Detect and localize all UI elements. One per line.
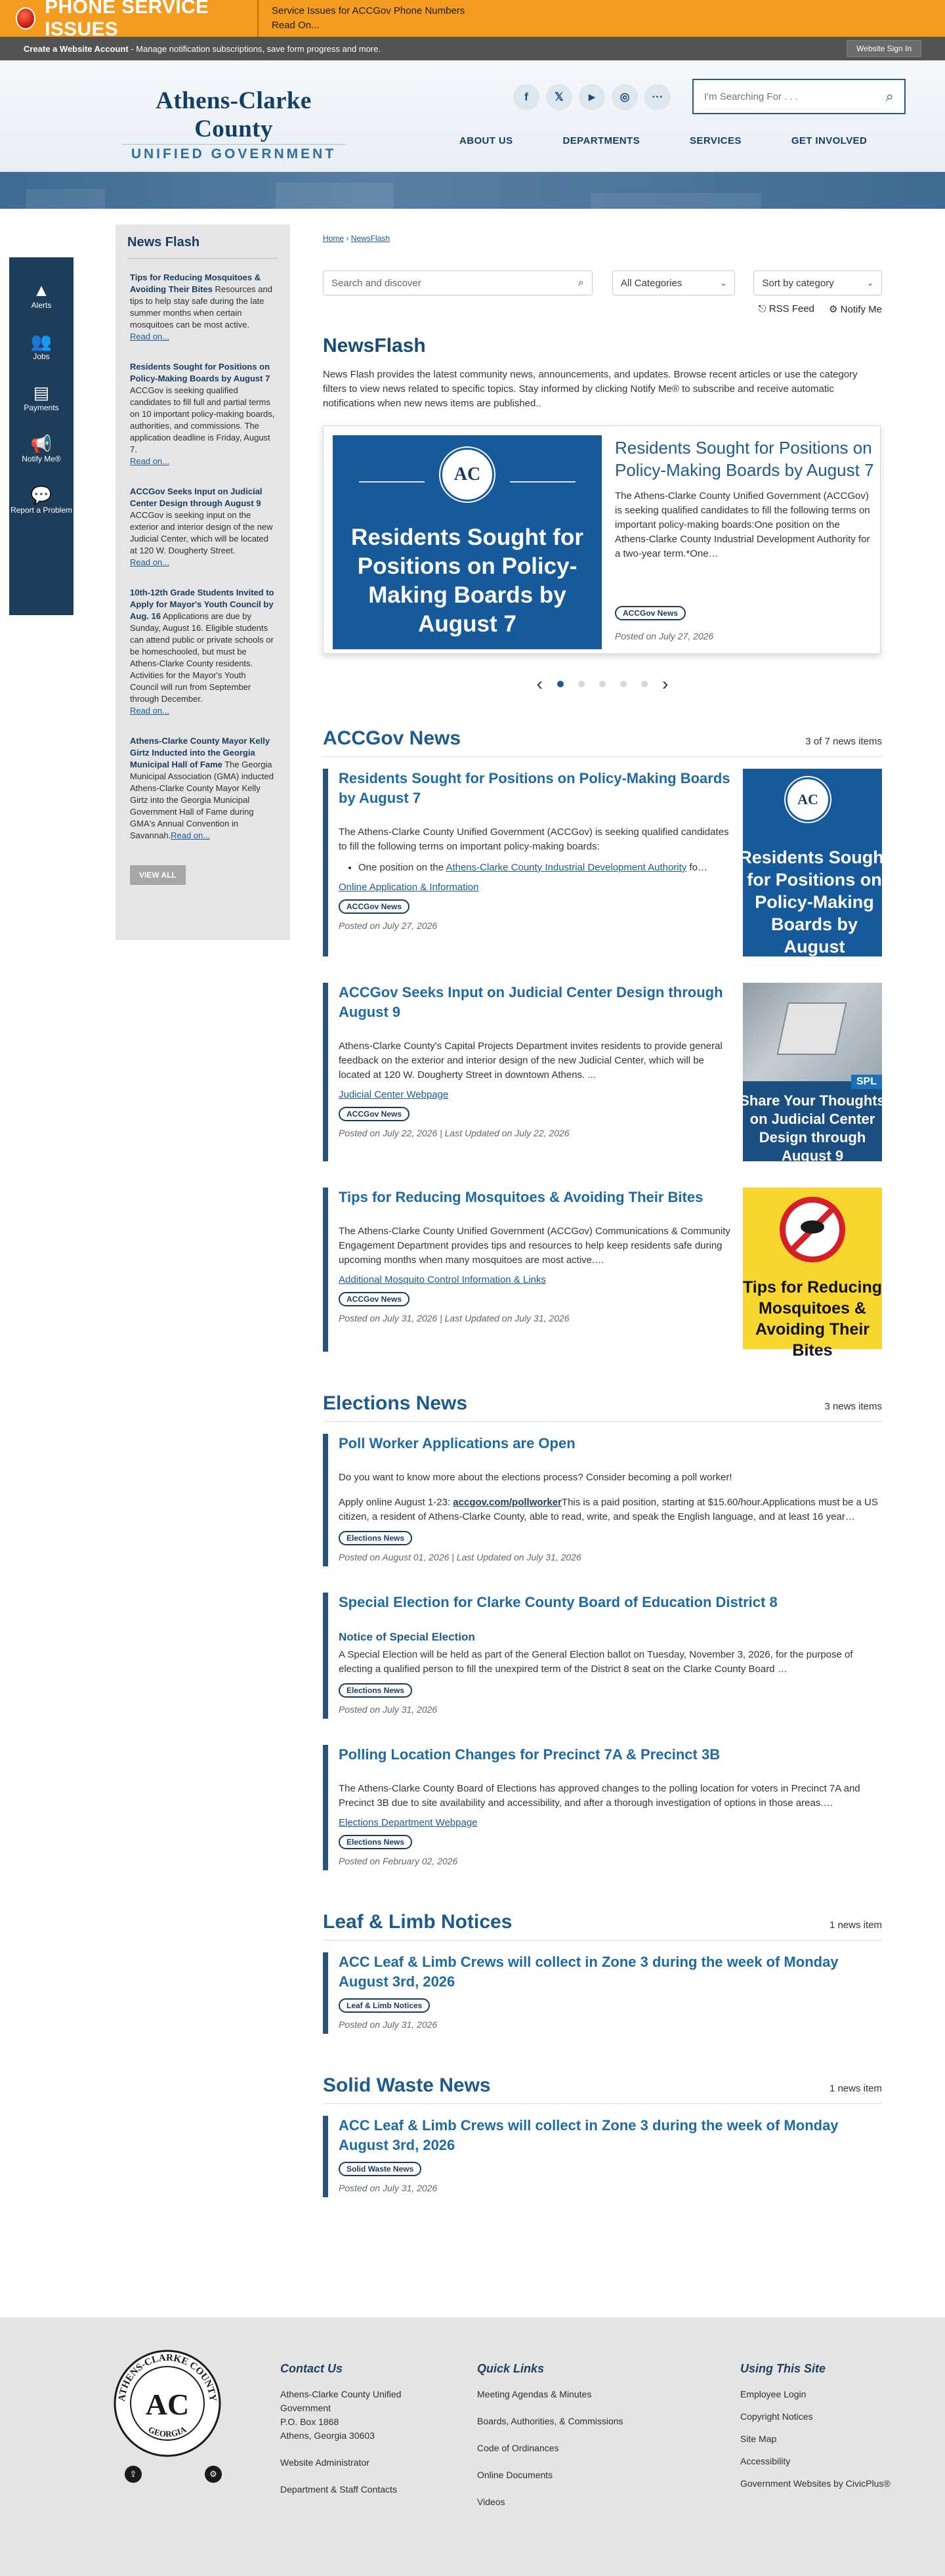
rail-notify-me[interactable] <box>9 433 74 463</box>
graphic-rule <box>510 481 576 483</box>
main-content <box>323 234 890 2223</box>
accgov-news-section <box>323 727 890 1360</box>
footer-address-line: P.O. Box 1868 <box>280 2416 339 2427</box>
bullet-text-end: fo… <box>686 862 707 873</box>
rss-icon: ⎋ <box>758 303 769 314</box>
instagram-icon[interactable]: ◎ <box>612 84 638 110</box>
news-item-link[interactable]: Judicial Center Webpage <box>339 1089 449 1100</box>
chevron-left-icon[interactable]: ‹ <box>536 674 543 694</box>
news-item-title[interactable]: ACC Leaf & Limb Crews will collect in Zone 3 during the week of Monday August 3rd, 2026 <box>339 1954 839 1990</box>
payments-icon: ▤ <box>33 383 50 402</box>
footer-link[interactable]: Copyright Notices <box>740 2411 813 2422</box>
sidebar-item-text: ACCGov is seeking input on the exterior and interior design of the new Judicial Center, which will be located at 120 W. Dougherty Street. <box>130 510 273 555</box>
news-item-text <box>339 1188 732 1323</box>
bullet-text: One position on the <box>358 862 446 873</box>
sidebar-news-item <box>130 587 276 717</box>
thumbnail-text: Tips for Reducing Mosquitoes & Avoiding Their Bites <box>742 1278 883 1360</box>
news-item-date: Posted on July 31, 2026 | Last Updated on July 31, 2026 <box>339 1313 570 1323</box>
newsflash-sidebar <box>116 225 290 940</box>
section-title[interactable]: Leaf & Limb Notices <box>323 1911 513 1933</box>
footer-link[interactable]: Site Map <box>740 2434 777 2444</box>
news-item-date: Posted on February 02, 2026 <box>339 1856 458 1866</box>
footer-link[interactable]: Accessibility <box>740 2456 791 2466</box>
section-title[interactable]: Solid Waste News <box>323 2074 491 2096</box>
rail-label: Report a Problem <box>10 505 73 515</box>
sidebar-item-title[interactable]: ACCGov Seeks Input on Judicial Center Design through August 9 <box>130 486 262 508</box>
sidebar-read-on-link[interactable]: Read on... <box>130 456 169 466</box>
news-item-tag[interactable]: Elections News <box>339 1835 412 1849</box>
news-item-text <box>339 983 732 1138</box>
news-item <box>323 1593 882 1719</box>
news-item-date: Posted on July 31, 2026 <box>339 1704 438 1715</box>
news-item-link[interactable]: Elections Department Webpage <box>339 1817 478 1828</box>
news-filters <box>323 270 882 295</box>
rail-alerts[interactable] <box>9 280 74 310</box>
megaphone-icon: 📢 <box>30 434 52 454</box>
news-item <box>323 1952 882 2034</box>
section-count: 1 news item <box>829 1920 882 1931</box>
alert-message-block[interactable] <box>259 0 478 37</box>
breadcrumb-current[interactable]: NewsFlash <box>350 234 390 243</box>
footer-link[interactable]: Meeting Agendas & Minutes <box>477 2389 592 2399</box>
news-item-date: Posted on July 31, 2026 <box>339 2019 438 2030</box>
create-account-desc: - Manage notification subscriptions, save form progress and more. <box>128 43 381 54</box>
alert-dot-icon <box>16 7 35 30</box>
site-search-input[interactable] <box>704 91 875 102</box>
mosquito-icon <box>801 1220 824 1234</box>
category-select[interactable] <box>612 270 736 295</box>
rail-jobs[interactable] <box>9 331 74 361</box>
chat-icon: 💬 <box>30 485 52 505</box>
create-account-link[interactable]: Create a Website Account <box>24 43 129 54</box>
pollworker-link[interactable]: accgov.com/pollworker <box>453 1497 562 1508</box>
notify-me-link[interactable] <box>829 303 882 315</box>
notify-me-label: Notify Me <box>840 304 882 315</box>
gear-icon: ⚙ <box>829 304 841 315</box>
alert-message: Service Issues for ACCGov Phone Numbers <box>272 5 465 16</box>
seal-letters: AC <box>788 779 828 820</box>
news-item-body: Do you want to know more about the elections process? Consider becoming a poll worker! <box>339 1472 732 1483</box>
carousel-category-tag[interactable]: ACCGov News <box>615 606 686 620</box>
hero-skyline <box>276 182 394 209</box>
news-item-link[interactable]: Online Application & Information <box>339 882 479 893</box>
carousel-graphic <box>333 435 602 649</box>
site-logo[interactable] <box>122 87 345 162</box>
county-seal-logo[interactable] <box>113 2349 222 2458</box>
news-item-tag[interactable]: ACCGov News <box>339 899 410 914</box>
alert-bar[interactable] <box>0 0 945 40</box>
news-item-thumbnail[interactable] <box>740 983 885 1164</box>
news-item-title[interactable]: ACCGov Seeks Input on Judicial Center Design through August 9 <box>339 984 723 1020</box>
site-header <box>0 60 945 172</box>
thumbnail-badge: SPL <box>851 1075 882 1089</box>
thumbnail-text: Residents Sought for Positions on Policy-Making Boards by August <box>739 848 890 956</box>
footer-using-site-title: Using This Site <box>740 2362 826 2375</box>
rail-payments[interactable] <box>9 382 74 412</box>
rss-feed-label: RSS Feed <box>768 303 815 314</box>
footer-link[interactable]: Code of Ordinances <box>477 2443 559 2453</box>
section-count: 3 of 7 news items <box>805 736 882 747</box>
news-item-subheading: Notice of Special Election <box>339 1631 475 1643</box>
rail-report-problem[interactable] <box>9 484 74 515</box>
news-item-title[interactable]: Tips for Reducing Mosquitoes & Avoiding Their Bites <box>339 1189 704 1205</box>
body-text-end: This is a paid position, starting at $15.60/hour.Applications must be a US citizen, a resident of Athens-Clarke County, able to read, write, and speak the English language, and at least 16 year… <box>339 1497 878 1522</box>
news-item <box>323 1745 882 1870</box>
rail-label: Notify Me® <box>22 454 61 463</box>
quick-tools-rail <box>9 257 74 615</box>
more-social-icon[interactable]: ··· <box>644 84 671 110</box>
facebook-icon[interactable]: f <box>513 84 539 110</box>
footer-link[interactable]: Videos <box>477 2497 505 2507</box>
section-title[interactable]: Elections News <box>323 1392 468 1414</box>
rss-feed-link[interactable] <box>759 303 814 315</box>
news-item-body: A Special Election will be held as part of the General Election ballot on Tuesday, November 3, 2026, for the purpose of electing a qualified person to fill the unexpired term of the District 8 seat on the Clarke County Board … <box>339 1649 853 1675</box>
carousel-dot[interactable] <box>620 681 627 687</box>
sidebar-read-on-link[interactable]: Read on... <box>130 557 169 567</box>
footer-link[interactable]: Department & Staff Contacts <box>280 2484 397 2495</box>
footer-link[interactable]: Website Administrator <box>280 2457 369 2468</box>
news-item-body: Athens-Clarke County's Capital Projects Department invites residents to provide general feedback on the exterior and interior design of the new Judicial Center, which will be located at 120 W. Dougherty Street in downtown Athens. ... <box>339 1041 723 1081</box>
news-item-link[interactable]: Additional Mosquito Control Information & Links <box>339 1274 546 1285</box>
footer-contact <box>280 2362 418 2510</box>
footer-contact-title: Contact Us <box>280 2362 343 2375</box>
nav-departments[interactable]: DEPARTMENTS <box>562 135 640 146</box>
logo-line1: Athens-Clarke County <box>156 87 312 142</box>
breadcrumb-home[interactable]: Home <box>323 234 345 243</box>
x-twitter-icon[interactable]: 𝕏 <box>546 84 572 110</box>
chevron-right-icon[interactable]: › <box>662 674 669 694</box>
news-item-body: The Athens-Clarke County Unified Government (ACCGov) is seeking qualified candidates to fill the following terms on important policy-making boards: <box>339 826 729 852</box>
create-account-text[interactable] <box>24 44 381 54</box>
seal-bottom-text: GEORGIA <box>146 2424 188 2439</box>
news-item <box>323 1188 883 1360</box>
sidebar-title: News Flash <box>127 231 278 259</box>
share-icon[interactable]: ⇪ <box>125 2466 142 2483</box>
footer-using-site <box>740 2362 924 2499</box>
news-item-title[interactable]: Poll Worker Applications are Open <box>339 1435 576 1451</box>
footer-link[interactable]: Online Documents <box>477 2470 553 2480</box>
search-icon[interactable]: ⌕ <box>578 277 584 288</box>
news-item <box>323 1434 882 1566</box>
main-nav <box>459 135 917 146</box>
carousel-body: The Athens-Clarke County Unified Government (ACCGov) is seeking qualified candidates to fill the following terms on important policy-making boards:One position on the Athens-Clarke County Industrial Development Authority for a two-year term.*One… <box>615 490 870 559</box>
news-item <box>323 983 885 1164</box>
sidebar-item-title[interactable]: Athens-Clarke County Mayor Kelly Girtz Inducted into the Georgia Municipal Hall of Fame <box>130 736 270 769</box>
carousel-controls <box>323 674 882 695</box>
sidebar-news-item <box>130 272 276 343</box>
chevron-down-icon: ⌄ <box>720 278 727 288</box>
section-title[interactable]: ACCGov News <box>323 727 461 749</box>
search-icon[interactable]: ⌕ <box>885 88 894 104</box>
news-search-field[interactable] <box>323 270 593 295</box>
news-item-text <box>339 769 732 931</box>
sort-select[interactable] <box>753 270 882 295</box>
news-item-tag[interactable]: ACCGov News <box>339 1292 410 1306</box>
graphic-rule <box>359 481 425 483</box>
news-item-tag[interactable]: Elections News <box>339 1683 412 1698</box>
hero-skyline <box>591 193 761 209</box>
sidebar-item-title[interactable]: 10th-12th Grade Students Invited to Apply for Mayor's Youth Council by Aug. 16 <box>130 588 274 621</box>
carousel-dot[interactable] <box>578 681 585 687</box>
carousel-image[interactable] <box>333 435 602 649</box>
carousel-dot[interactable] <box>599 681 606 687</box>
sidebar-read-on-link[interactable]: Read on... <box>130 332 169 341</box>
rail-label: Payments <box>24 403 59 412</box>
sidebar-item-text: Resources and tips to help stay safe during the late summer months when certain mosquitoes can be most active. <box>130 284 272 330</box>
section-header <box>323 1392 882 1422</box>
body-text: Apply online August 1-23: <box>339 1497 453 1508</box>
news-item-body: The Athens-Clarke County Board of Elections has approved changes to the polling location for voters in Precinct 7A and Precinct 3B due to site availability and accessibility, and after a thorough investigation of options in those areas.… <box>339 1783 860 1809</box>
footer-address-line: Athens, Georgia 30603 <box>280 2430 375 2441</box>
nav-services[interactable]: SERVICES <box>690 135 742 146</box>
hero-skyline <box>26 189 105 209</box>
website-sign-in-button[interactable]: Website Sign In <box>847 40 921 57</box>
section-header <box>323 1911 882 1941</box>
elections-news-section <box>323 1392 882 1870</box>
footer-quick-links <box>477 2362 648 2522</box>
footer-quick-links-title: Quick Links <box>477 2362 545 2375</box>
feed-links <box>323 303 882 315</box>
carousel-dot[interactable] <box>557 681 564 687</box>
site-footer <box>0 2317 945 2576</box>
section-count: 3 news items <box>824 1401 882 1412</box>
seal-letters: AC <box>145 2388 190 2421</box>
footer-address-line: Athens-Clarke County Unified Government <box>280 2389 402 2413</box>
acc-seal-icon <box>442 450 492 500</box>
sort-select-value: Sort by category <box>762 277 834 289</box>
sidebar-item-text: The Georgia Municipal Association (GMA) inducted Athens-Clarke County Mayor Kelly Girtz into the Georgia Municipal Government Hall of Fame during GMA's Annual Convention in Savannah. <box>130 760 274 840</box>
industrial-development-link[interactable]: Athens-Clarke County Industrial Development Authority <box>446 862 687 873</box>
rail-label: Alerts <box>31 301 52 310</box>
thumbnail-text: Share Your Thoughts on Judicial Center Design through August 9 <box>740 1092 885 1164</box>
featured-carousel[interactable] <box>323 425 881 654</box>
news-item-date: Posted on July 31, 2026 <box>339 2183 438 2193</box>
news-item-date: Posted on July 27, 2026 <box>339 920 438 931</box>
news-item-date: Posted on August 01, 2026 | Last Updated on July 31, 2026 <box>339 1552 581 1562</box>
acc-seal-icon <box>788 779 828 820</box>
news-item-title[interactable]: Polling Location Changes for Precinct 7A & Precinct 3B <box>339 1746 721 1763</box>
logo-line2: UNIFIED GOVERNMENT <box>122 144 345 162</box>
view-all-button[interactable]: VIEW ALL <box>130 865 186 885</box>
alert-left[interactable] <box>0 0 259 40</box>
sidebar-news-item <box>130 735 276 842</box>
nav-about-us[interactable]: ABOUT US <box>459 135 513 146</box>
sidebar-news-item <box>130 361 276 467</box>
page-description: News Flash provides the latest community news, announcements, and updates. Browse recent articles or use the category filters to view news related to specific topics. Stay informed by clicking Notify Me® to subscribe and receive automatic notifications when new news items are published.. <box>323 369 858 409</box>
section-header <box>323 2074 882 2104</box>
gear-icon[interactable]: ⚙ <box>205 2466 222 2483</box>
news-search-placeholder: Search and discover <box>331 277 421 289</box>
news-item-tag[interactable]: Leaf & Limb Notices <box>339 1998 430 2013</box>
sidebar-read-on-link[interactable]: Read on... <box>130 706 169 716</box>
news-item-tag[interactable]: Solid Waste News <box>339 2162 421 2176</box>
footer-link[interactable]: Employee Login <box>740 2389 807 2399</box>
sidebar-item-text: ACCGov is seeking qualified candidates to fill full and partial terms on 10 important policy-making boards, authorities, and commissions. The application deadline is Friday, August 7. <box>130 385 275 454</box>
sidebar-item-title[interactable]: Tips for Reducing Mosquitoes & Avoiding Their Bites <box>130 272 261 294</box>
news-item-title[interactable]: Residents Sought for Positions on Policy-Making Boards by August 7 <box>339 770 730 806</box>
news-item <box>323 2116 882 2197</box>
seal-top-text: ATHENS-CLARKE COUNTY <box>116 2352 219 2402</box>
footer-link[interactable]: Boards, Authorities, & Commissions <box>477 2416 623 2426</box>
carousel-dot[interactable] <box>641 681 648 687</box>
alert-title[interactable]: PHONE SERVICE ISSUES <box>45 0 209 40</box>
sidebar-item-title[interactable]: Residents Sought for Positions on Policy-Making Boards by August 7 <box>130 362 270 383</box>
news-item-thumbnail[interactable] <box>742 1188 883 1360</box>
seal-letters: AC <box>442 450 492 500</box>
carousel-image-text: Residents Sought for Positions on Policy-Making Boards by August 7 <box>351 525 583 637</box>
news-item-body <box>339 1495 882 1524</box>
news-item-tag[interactable]: Elections News <box>339 1531 412 1545</box>
sidebar-read-on-link[interactable]: Read on... <box>171 830 211 840</box>
section-header <box>323 727 882 757</box>
solid-waste-section <box>323 2074 882 2197</box>
news-item <box>323 769 890 956</box>
news-item-thumbnail[interactable] <box>739 769 890 956</box>
chevron-down-icon: ⌄ <box>866 278 873 288</box>
news-item-date: Posted on July 22, 2026 | Last Updated on July 22, 2026 <box>339 1128 570 1138</box>
category-select-value: All Categories <box>620 277 682 289</box>
news-item-title[interactable]: ACC Leaf & Limb Crews will collect in Zone 3 during the week of Monday August 3rd, 2026 <box>339 2117 839 2153</box>
hero-banner <box>0 172 945 209</box>
sidebar-news-item <box>130 486 276 569</box>
news-item-tag[interactable]: ACCGov News <box>339 1107 410 1121</box>
youtube-icon[interactable]: ▶ <box>579 84 605 110</box>
section-count: 1 news item <box>829 2083 882 2094</box>
carousel-title[interactable]: Residents Sought for Positions on Policy-Making Boards by August 7 <box>615 438 874 480</box>
news-item-bullet <box>358 861 732 875</box>
page-title: NewsFlash <box>323 335 426 356</box>
footer-link[interactable]: Government Websites by CivicPlus® <box>740 2478 891 2489</box>
breadcrumb-separator: › <box>344 234 351 243</box>
alert-icon: ▲ <box>33 280 50 300</box>
building-rendering <box>776 1002 847 1055</box>
rail-label: Jobs <box>33 352 50 361</box>
news-item-body: The Athens-Clarke County Unified Government (ACCGov) Communications & Community Engagement Department provides tips and resources to help keep residents safe during upcoming months when many mosquitoes are most active.… <box>339 1226 730 1266</box>
breadcrumb <box>323 234 882 243</box>
carousel-date: Posted on July 27, 2026 <box>615 631 714 641</box>
sidebar-item-text: Applications are due by Sunday, August 16. Eligible students can attend public or private schools or be homeschooled, but must be Athens-Clarke County residents. Activities for the Mayor's Youth Council will run from September through December. <box>130 611 274 704</box>
site-search[interactable] <box>692 79 906 114</box>
alert-read-on-link[interactable]: Read On... <box>272 20 320 31</box>
news-item-title[interactable]: Special Election for Clarke County Board of Education District 8 <box>339 1594 778 1610</box>
leaf-limb-section <box>323 1911 882 2034</box>
nav-get-involved[interactable]: GET INVOLVED <box>791 135 868 146</box>
jobs-icon: 👥 <box>30 332 52 351</box>
news-item-bullets <box>358 861 732 875</box>
